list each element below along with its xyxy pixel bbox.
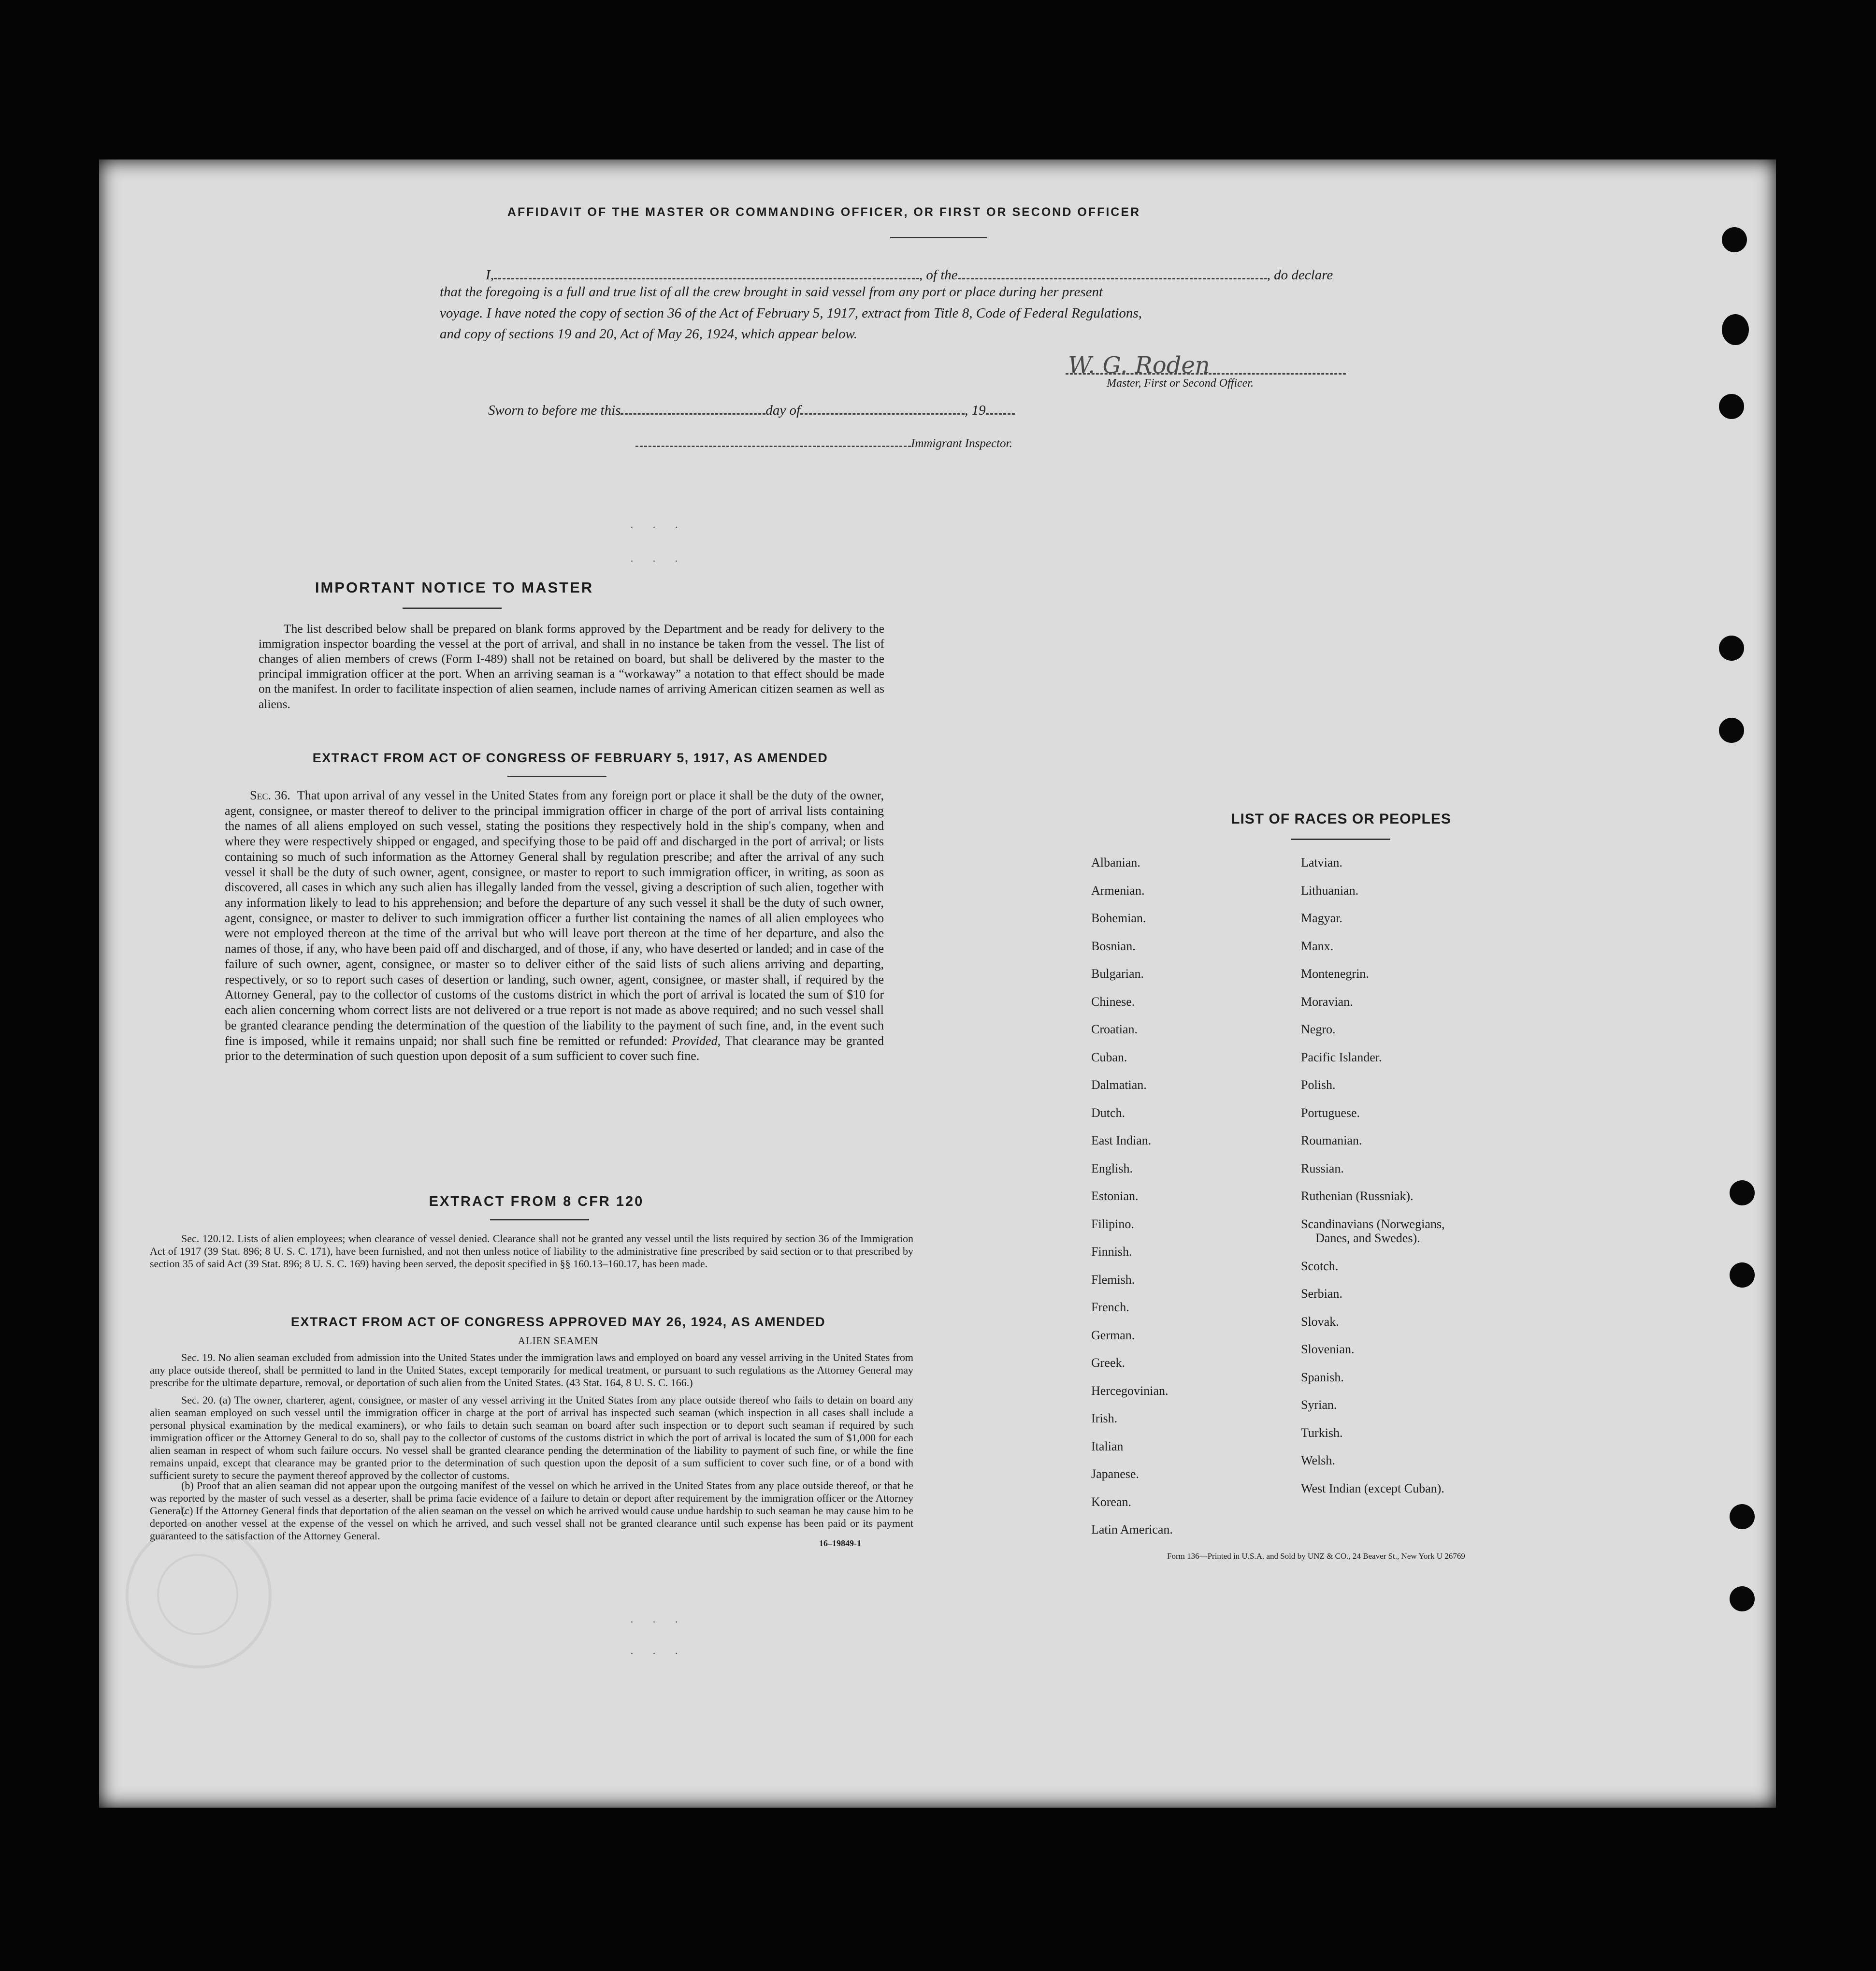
section-36-label: Sec. 36. xyxy=(250,788,290,802)
race-item: Irish. xyxy=(1091,1411,1118,1425)
cfr-body: Sec. 120.12. Lists of alien employees; when clearance of vessel denied. Clearance shall not be granted any vessel until the lists required by section 36 of the Immigration Act of 1917 (39 Stat. 896; 8 U. S. C. 171), have been furnished, and not then unless notice of liability to the administrative fine prescribed by said section or to that prescribed by section 35 of said Act (39 Stat. 896; 8 U. S. C. 169) having been served, the deposit specified in §§ 160.13–160.17, has been made. xyxy=(150,1232,913,1270)
affidavit-line-3: voyage. I have noted the copy of section 36 of the Act of February 5, 1917, extract from Title 8, Code of Federal Regulations, xyxy=(440,305,1142,321)
binder-hole xyxy=(1719,718,1744,743)
race-item: Dalmatian. xyxy=(1091,1078,1147,1092)
binder-hole xyxy=(1730,1504,1755,1529)
section-19: Sec. 19. No alien seaman excluded from admission into the United States under the immigration laws and employed on board any vessel arriving in the United States from any place outside thereof, shall be permitted to land in the United States, except temporarily for medical treatment, or pursuant to such regulations as the Attorney General may prescribe for the ultimate departure, removal, or deportation of such alien from the United States. (43 Stat. 164, 8 U. S. C. 166.) xyxy=(150,1351,913,1389)
race-item: Portuguese. xyxy=(1301,1105,1360,1120)
affidavit-title: AFFIDAVIT OF THE MASTER OR COMMANDING OFFICER, OR FIRST OR SECOND OFFICER xyxy=(507,205,1141,219)
cfr-title: EXTRACT FROM 8 CFR 120 xyxy=(429,1194,644,1209)
section-36-tail: That clearance may be granted prior to the determination of such question upon deposit of a sum sufficient to cover such fine. xyxy=(225,1033,884,1063)
sworn-month-blank xyxy=(800,399,965,415)
sworn-prefix: Sworn to before me this xyxy=(488,403,621,418)
race-item: Korean. xyxy=(1091,1494,1132,1509)
binder-hole xyxy=(1730,1180,1755,1205)
races-left-column xyxy=(1091,855,1284,1551)
race-item: English. xyxy=(1091,1161,1133,1175)
binder-hole xyxy=(1730,1586,1755,1611)
section-20b: (b) Proof that an alien seaman did not appear upon the outgoing manifest of the vessel on which he arrived in the United States from any place outside thereof, or that he was reported by the master of such vessel as a deserter, shall be prima facie evidence of a failure to detain or deport after requirement by the immigration officer or the Attorney General. xyxy=(150,1479,913,1517)
race-item: Latin American. xyxy=(1091,1522,1173,1536)
race-item: Scotch. xyxy=(1301,1259,1339,1273)
race-item: Magyar. xyxy=(1301,911,1342,925)
binder-hole xyxy=(1719,394,1744,419)
sworn-line xyxy=(488,399,1015,419)
race-item: Polish. xyxy=(1301,1078,1336,1092)
alien-seamen-subtitle: ALIEN SEAMEN xyxy=(518,1335,599,1347)
race-item: Russian. xyxy=(1301,1161,1344,1175)
section-20a: Sec. 20. (a) The owner, charterer, agent, consignee, or master of any vessel arriving in the United States from any place outside thereof who fails to detain on board any alien seaman employed on such vessel until the immigration officer in charge at the port of arrival has inspected such seaman (which inspection in all cases shall include a personal physical examination by the medical examiners), or who fails to detain such seaman on board after such inspection or to deport such seaman if required by such immigration officer or the Attorney General to do so, shall pay to the collector of customs of the customs district in which the port of arrival is located the sum of $1,000 for each alien seaman in respect of whom such failure occurs. No vessel shall be granted clearance pending the determination of the liability to payment of such fine, or while the fine remains unpaid, except that clearance may be granted prior to the determination of such question upon the deposit of a sum sufficient to cover such fine, or of a bond with sufficient surety to secure the payment thereof approved by the collector of customs. xyxy=(150,1394,913,1481)
race-item: Scandinavians (Norwegians, xyxy=(1301,1217,1445,1231)
name-blank xyxy=(494,263,919,279)
race-item: Armenian. xyxy=(1091,883,1145,898)
race-item: Slovak. xyxy=(1301,1314,1339,1329)
extract-1917-title: EXTRACT FROM ACT OF CONGRESS OF FEBRUARY 5, 1917, AS AMENDED xyxy=(312,751,828,765)
race-item: Bohemian. xyxy=(1091,911,1146,925)
affidavit-line-4: and copy of sections 19 and 20, Act of May 26, 1924, which appear below. xyxy=(440,326,857,342)
race-item: Bosnian. xyxy=(1091,939,1136,953)
race-item: Serbian. xyxy=(1301,1287,1342,1301)
dots: . . . xyxy=(631,1614,686,1625)
race-item: Hercegovinian. xyxy=(1091,1383,1169,1398)
notice-body: The list described below shall be prepared on blank forms approved by the Department and be ready for delivery to the immigration inspector boarding the vessel at the port of arrival, and shall in no instance be taken from the vessel. The list of changes of alien members of crews (Form I-489) shall not be retained on board, but shall be delivered by the master to the principal immigration officer at the port. When an arriving seaman is a “workaway” a notation to that effect should be made on the manifest. In order to facilitate inspection of alien seamen, include names of arriving American citizen seamen as well as aliens. xyxy=(259,622,884,711)
vessel-blank xyxy=(958,263,1267,279)
binder-hole xyxy=(1730,1262,1755,1288)
divider xyxy=(507,776,606,777)
race-item: Italian xyxy=(1091,1439,1124,1453)
race-item: Welsh. xyxy=(1301,1453,1335,1467)
race-item: Syrian. xyxy=(1301,1398,1337,1412)
sworn-year-blank xyxy=(986,399,1015,415)
affidavit-line-2: that the foregoing is a full and true list of all the crew brought in said vessel from any port or place during her present xyxy=(440,284,1103,300)
form-footer: Form 136—Printed in U.S.A. and Sold by UNZ & CO., 24 Beaver St., New York U 26769 xyxy=(1167,1551,1465,1561)
extract-1917-body xyxy=(225,788,884,1064)
race-item: Croatian. xyxy=(1091,1022,1138,1036)
affidavit-line-1 xyxy=(486,263,1333,283)
affidavit-i: I, xyxy=(486,267,494,283)
race-item: Chinese. xyxy=(1091,994,1135,1009)
races-right-column xyxy=(1301,855,1533,1509)
race-item: West Indian (except Cuban). xyxy=(1301,1481,1444,1495)
sworn-date-blank xyxy=(621,399,765,415)
inspector-caption: Immigrant Inspector. xyxy=(911,437,1012,450)
race-item: Greek. xyxy=(1091,1356,1126,1370)
races-title: LIST OF RACES OR PEOPLES xyxy=(1231,811,1451,827)
race-item: Danes, and Swedes). xyxy=(1315,1231,1420,1245)
signature-caption: Master, First or Second Officer. xyxy=(1107,377,1254,390)
race-item: Turkish. xyxy=(1301,1425,1343,1440)
race-item: Lithuanian. xyxy=(1301,883,1359,898)
divider xyxy=(890,237,987,238)
race-item: Negro. xyxy=(1301,1022,1336,1036)
sworn-day: day of xyxy=(765,403,801,418)
section-20c: (c) If the Attorney General finds that deportation of the alien seaman on the vessel on which he arrived would cause undue hardship to such seaman he may cause him to be deported on another vessel at the expense of the vessel on which he arrived, and such vessel shall not be granted clearance until such expense has been paid or its payment guaranteed to the satisfaction of the Attorney General. xyxy=(150,1505,913,1542)
binder-hole xyxy=(1719,636,1744,661)
race-item: German. xyxy=(1091,1328,1135,1342)
document-page xyxy=(99,159,1776,1808)
print-code: 16–19849-1 xyxy=(819,1538,861,1548)
race-item: Bulgarian. xyxy=(1091,967,1144,981)
affidavit-of-the: , of the xyxy=(919,267,958,283)
provided-label: Provided, xyxy=(672,1033,721,1048)
race-item: Filipino. xyxy=(1091,1217,1134,1231)
race-item: Flemish. xyxy=(1091,1272,1135,1287)
extract-1924-title: EXTRACT FROM ACT OF CONGRESS APPROVED MAY 26, 1924, AS AMENDED xyxy=(290,1315,826,1329)
embossed-seal-inner xyxy=(157,1554,238,1635)
divider xyxy=(1291,839,1390,840)
race-item: Manx. xyxy=(1301,939,1334,953)
race-item: Japanese. xyxy=(1091,1467,1139,1481)
dots: . . . xyxy=(631,520,686,530)
race-item: Albanian. xyxy=(1091,855,1140,870)
binder-hole xyxy=(1722,227,1747,252)
race-item: Cuban. xyxy=(1091,1050,1127,1064)
race-item: Slovenian. xyxy=(1301,1342,1355,1356)
inspector-blank xyxy=(635,435,911,447)
race-item: Moravian. xyxy=(1301,994,1353,1009)
race-item: Pacific Islander. xyxy=(1301,1050,1382,1064)
sworn-year: , 19 xyxy=(965,403,986,418)
dots: . . . xyxy=(631,553,686,564)
race-item: Finnish. xyxy=(1091,1245,1132,1259)
divider xyxy=(403,608,502,609)
section-36-text: That upon arrival of any vessel in the United States from any foreign port or place it shall be the duty of the owner, agent, consignee, or master thereof to deliver to the principal immigration officer in charge of the port of arrival lists containing the names of all aliens employed on such vessel, stating the positions they respectively hold in the ship's company, when and where they were respectively shipped or engaged, and specifying those to be paid off and discharged in the port of arrival; or lists containing so much of such information as the Attorney General shall by regulation prescribe; and after the arrival of any such vessel it shall be the duty of such owner, agent, consignee, or master to report to such immigration officer, in writing, as soon as discovered, all cases in which any such alien has illegally landed from the vessel, giving a description of such alien, together with any information likely to lead to his apprehension; and before the departure of any such vessel it shall be the duty of such owner, agent, consignee, or master to deliver to such immigration officer a further list containing the names of all alien employees who were not employed thereon at the time of the arrival but who will leave port thereon at the time of her departure, and also the names of those, if any, who have been paid off and discharged, and of those, if any, who have deserted or landed; and in case of the failure of such owner, agent, consignee, or master so to deliver either of the said lists of such aliens arriving and departing, respectively, or so to report such cases of desertion or landing, such owner, agent, consignee, or master shall, if required by the Attorney General, pay to the collector of customs of the customs district in which the port of arrival is located the sum of $10 for each alien concerning whom correct lists are not delivered or a true report is not made as above required; and no such vessel shall be granted clearance pending the determination of the question of the liability to the payment of such fine, and, in the event such fine is imposed, while it remains unpaid; nor shall such fine be remitted or refunded: xyxy=(225,788,884,1048)
race-item: Estonian. xyxy=(1091,1189,1139,1203)
race-item: French. xyxy=(1091,1300,1129,1314)
notice-title: IMPORTANT NOTICE TO MASTER xyxy=(315,579,594,596)
race-item: Spanish. xyxy=(1301,1370,1344,1384)
signature-line xyxy=(1066,373,1346,375)
inspector-line xyxy=(635,435,1012,450)
race-item: Montenegrin. xyxy=(1301,967,1369,981)
divider xyxy=(490,1219,589,1220)
race-item: Roumanian. xyxy=(1301,1133,1362,1147)
race-item: Latvian. xyxy=(1301,855,1342,870)
master-signature: W. G. Roden xyxy=(1068,352,1210,379)
dots: . . . xyxy=(631,1646,686,1656)
race-item: Ruthenian (Russniak). xyxy=(1301,1189,1414,1203)
affidavit-declare: , do declare xyxy=(1267,267,1333,283)
race-item: East Indian. xyxy=(1091,1133,1152,1147)
race-item: Dutch. xyxy=(1091,1105,1126,1120)
binder-hole xyxy=(1722,314,1749,345)
